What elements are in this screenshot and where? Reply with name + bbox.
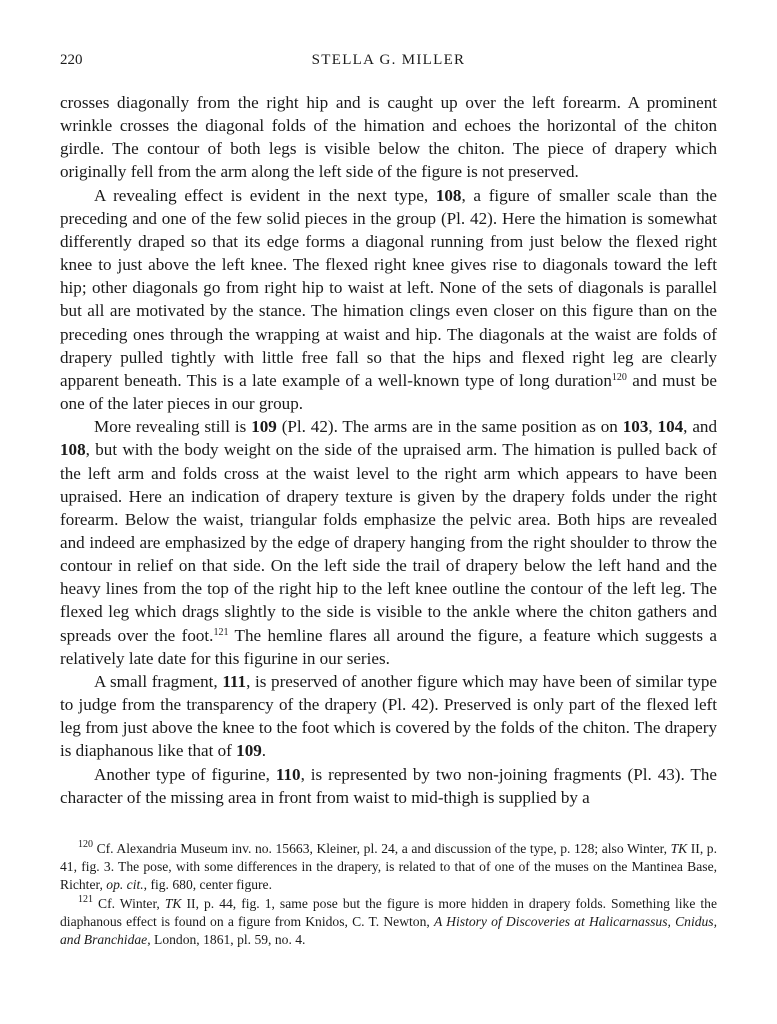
footnote-121: $^{121}$ Cf. Winter, TK II, p. 44, fig. 1, same pose but the figure is more hidden in drapery folds. Something like the diaphanous effect is found on a figure from Knidos, C. T. Newton, A History of Discoveries at Halicarnassus, Cnidus, and Branchidae, London, 1861, pl. 59, no. 4. (60, 893, 717, 948)
paragraph-3: More revealing still is 109 (Pl. 42). The arms are in the same position as on 103, 104, and 108, but with the body weight on the side of the upraised arm. The himation is pulled back of the left arm and folds cross at the waist level to the right arm which appears to have been upraised. Here an indication of drapery texture is given by the drapery folds under the right forearm. Below the waist, triangular folds emphasize the pelvic area. Both hips are revealed and indeed are emphasized by the edge of drapery hanging from the right shoulder to throw the contour in relief on that side. On the left side the trail of drapery below the left hand and the heavy lines from the top of the right hip to the left knee outline the contour of the left leg. The flexed leg which drags slightly to the side is visible to the ankle where the chiton gathers and spreads over the foot.$^{121}$ The hemline flares all around the figure, a feature which suggests a relatively late date for this figurine in our series. (60, 417, 718, 668)
running-head: STELLA G. MILLER (311, 52, 466, 68)
footnote-ref-120[interactable]: 120 (611, 371, 627, 383)
paragraph-1: crosses diagonally from the right hip and is caught up over the left forearm. A prominent wrinkle crosses the diagonal folds of the himation and echoes the horizontal of the chiton girdle. The contour of both legs is visible below the chiton. The piece of drapery which originally fell from the arm along the left side of the figure is not preserved. (60, 93, 717, 182)
catalogue-number: 109 (251, 417, 277, 437)
catalogue-number: 109 (236, 741, 262, 761)
footnote-120: $^{120}$ Cf. Alexandria Museum inv. no. 15663, Kleiner, pl. 24, a and discussion of the type, p. 128; also Winter, TK II, p. 41, fig. 3. The pose, with some differences in the drapery, is related to that of one of the muses on the Mantinea Base, Richter, op. cit., fig. 680, center figure. (60, 839, 717, 893)
page-header (60, 52, 717, 76)
footnotes (60, 840, 717, 949)
catalogue-number: 104 (657, 417, 684, 437)
footnote-ref-121[interactable]: 121 (213, 626, 229, 638)
body-text (60, 91, 717, 809)
catalogue-number: 108 (60, 440, 86, 460)
page-number: 220 (60, 52, 83, 68)
paragraph-5: Another type of figurine, 110, is represented by two non-joining fragments (Pl. 43). The character of the missing area in front from waist to mid-thigh is supplied by a (60, 764, 717, 807)
catalogue-number: 108 (435, 185, 462, 205)
paragraph-2: A revealing effect is evident in the next type, 108, a figure of smaller scale than the preceding and one of the few solid pieces in the group (Pl. 42). Here the himation is somewhat differently draped so that its edge forms a diagonal running from just below the flexed right knee to just above the left knee. The flexed right knee gives rise to diagonals toward the left hip; other diagonals go from right hip to waist at left. None of the sets of diagonals is parallel but all are motivated by the stance. The himation clings even closer on this figure than on the preceding ones through the wrapping at waist and hip. The diagonals at the waist are folds of drapery pulled tightly with little free fall so that the hips and flexed right leg are clearly apparent beneath. This is a late example of a well-known type of long duration$^{120}$ and must be one of the later pieces in our group. (60, 185, 717, 414)
catalogue-number: 103 (622, 417, 649, 437)
catalogue-number: 110 (275, 764, 301, 784)
footnote-number: 120 (78, 839, 93, 850)
page (60, 52, 717, 809)
footnote-number: 121 (78, 893, 93, 905)
catalogue-number: 111 (222, 671, 247, 691)
paragraph-4: A small fragment, 111, is preserved of another figure which may have been of similar type to judge from the transparency of the drapery (Pl. 42). Preserved is only part of the flexed left leg from just above the knee to the foot which is covered by the folds of the chiton. The drapery is diaphanous like that of 109. (60, 671, 717, 761)
